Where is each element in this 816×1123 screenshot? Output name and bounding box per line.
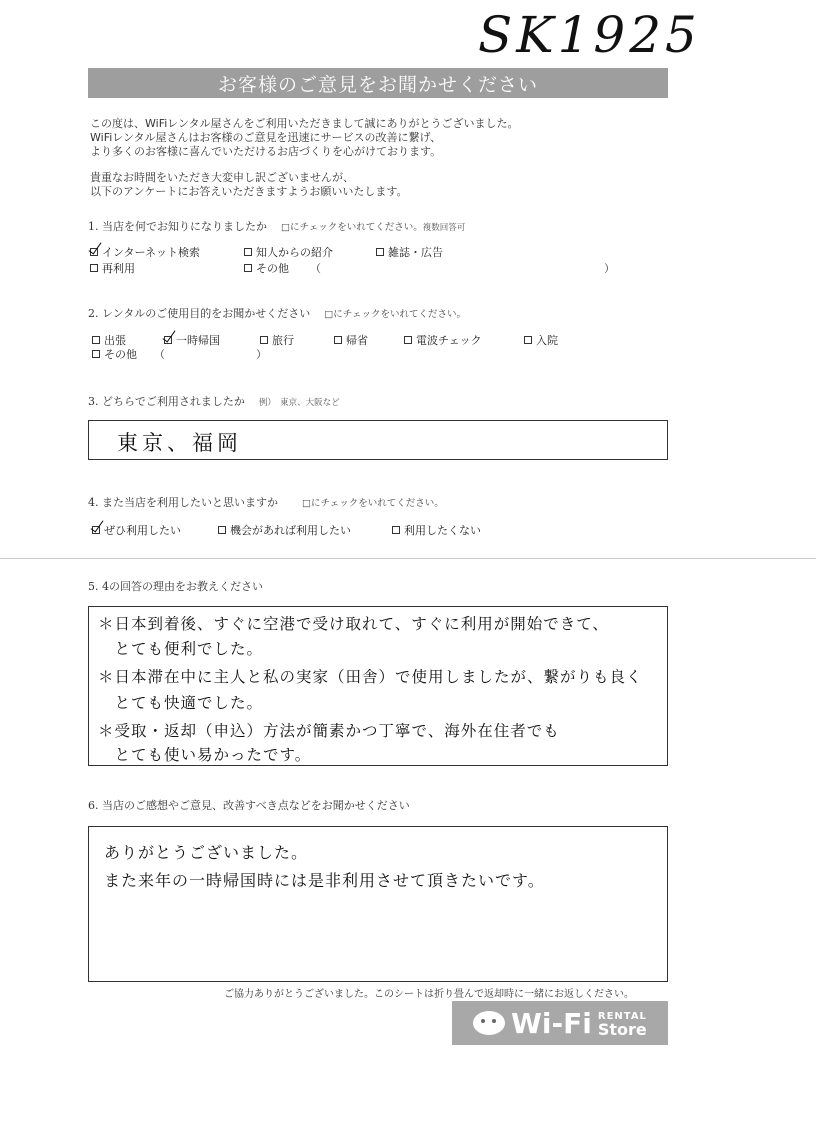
intro-line-4: 貴重なお時間をいただき大変申し訳ございませんが、: [90, 171, 354, 184]
logo-sub: [597, 1010, 647, 1039]
checkbox-checked[interactable]: [90, 248, 98, 256]
q4-option-no[interactable]: [392, 522, 481, 538]
q2-other-paren-close: ）: [256, 348, 267, 361]
q2-option-temporary-return[interactable]: [164, 332, 220, 348]
mascot-icon: [473, 1011, 505, 1035]
q2-option-label: 出張: [104, 334, 126, 347]
q2-heading-text: 2. レンタルのご使用目的をお聞かせください: [88, 307, 311, 320]
checkbox[interactable]: [260, 336, 268, 344]
wifi-store-logo: [452, 1001, 668, 1045]
checkbox[interactable]: [92, 336, 100, 344]
checkbox[interactable]: [392, 526, 400, 534]
checkbox[interactable]: [218, 526, 226, 534]
q4-option-label: 利用したくない: [404, 524, 481, 537]
checkbox[interactable]: [244, 264, 252, 272]
q2-option-label: 電波チェック: [416, 334, 482, 347]
intro-line-3: より多くのお客様に喜んでいただけるお店づくりを心がけております。: [90, 145, 442, 158]
logo-rental-text: RENTAL: [597, 1011, 647, 1022]
q1-option-reuse[interactable]: [90, 260, 135, 276]
q5-heading: 5. 4の回答の理由をお教えください: [88, 580, 263, 593]
q2-note: □にチェックをいれてください。: [324, 309, 466, 320]
q2-option-label: その他: [104, 348, 137, 361]
q4-option-label: ぜひ利用したい: [104, 524, 181, 537]
q4-note: □にチェックをいれてください。: [302, 498, 444, 509]
q1-note-multiple: 複数回答可: [422, 223, 466, 233]
q5-answer-line-1: ＊日本到着後、すぐに空港で受け取れて、すぐに利用が開始できて、: [98, 615, 609, 633]
q3-heading-text: 3. どちらでご利用されましたか: [88, 395, 245, 408]
q2-option-signal-check[interactable]: [404, 332, 482, 348]
q2-option-label: 帰省: [346, 334, 368, 347]
q4-heading-text: 4. また当店を利用したいと思いますか: [88, 496, 278, 509]
q1-heading: [88, 218, 465, 234]
intro-line-1: この度は、WiFiレンタル屋さんをご利用いただきまして誠にありがとうございました。: [90, 117, 519, 130]
q1-option-label: 知人からの紹介: [256, 246, 333, 259]
q3-answer-text: 東京、福岡: [117, 431, 242, 455]
q1-other-paren-open: （: [310, 262, 321, 275]
q5-answer-line-3: ＊日本滞在中に主人と私の実家（田舎）で使用しましたが、繋がりも良く: [98, 668, 643, 686]
q4-option-definitely[interactable]: [92, 522, 181, 538]
q2-option-hospital[interactable]: [524, 332, 558, 348]
q1-option-label: その他: [256, 262, 289, 275]
q2-option-homecoming[interactable]: [334, 332, 368, 348]
q5-answer-line-5: ＊受取・返却（申込）方法が簡素かつ丁寧で、海外在住者でも: [98, 722, 560, 740]
checkbox[interactable]: [334, 336, 342, 344]
checkbox[interactable]: [90, 264, 98, 272]
q4-option-if-chance[interactable]: [218, 522, 351, 538]
q5-answer-line-4: とても快適でした。: [98, 694, 264, 712]
intro-line-2: WiFiレンタル屋さんはお客様のご意見を迅速にサービスの改善に繋げ、: [90, 131, 442, 144]
q1-option-other[interactable]: [244, 260, 289, 276]
checkbox-checked[interactable]: [92, 526, 100, 534]
q1-option-magazine[interactable]: [376, 244, 443, 260]
page-title: お客様のご意見をお聞かせください: [88, 68, 668, 98]
checkbox-checked[interactable]: [164, 336, 172, 344]
q6-answer-line-2: また来年の一時帰国時には是非利用させて頂きたいです。: [104, 871, 545, 890]
q6-answer-line-1: ありがとうございました。: [104, 843, 309, 862]
checkbox[interactable]: [404, 336, 412, 344]
q5-answer-line-2: とても便利でした。: [98, 640, 264, 658]
q1-option-internet[interactable]: [90, 244, 200, 260]
logo-store-text: Store: [597, 1020, 647, 1039]
checkbox[interactable]: [376, 248, 384, 256]
q1-option-label: インターネット検索: [102, 246, 201, 259]
q3-heading: [88, 393, 340, 409]
q3-example: 例） 東京、大阪など: [258, 398, 340, 408]
q1-heading-text: 1. 当店を何でお知りになりましたか: [88, 220, 267, 233]
q1-option-label: 再利用: [102, 262, 135, 275]
q1-note: □にチェックをいれてください。: [281, 222, 423, 233]
checkbox[interactable]: [244, 248, 252, 256]
q6-heading: 6. 当店のご感想やご意見、改善すべき点などをお聞かせください: [88, 799, 410, 812]
section-divider: [0, 558, 816, 559]
q4-option-label: 機会があれば利用したい: [230, 524, 351, 537]
q2-other-paren-open: （: [154, 348, 165, 361]
q2-heading: [88, 305, 466, 321]
intro-line-5: 以下のアンケートにお答えいただきますようお願いいたします。: [90, 185, 408, 198]
q2-option-other[interactable]: [92, 346, 137, 362]
handwritten-document-code: SK1925: [478, 6, 701, 64]
closing-note: ご協力ありがとうございました。このシートは折り畳んで返却時に一緒にお返しください。: [224, 989, 634, 1000]
q1-other-paren-close: ）: [604, 262, 615, 275]
q2-option-label: 一時帰国: [176, 334, 220, 347]
q4-heading: [88, 494, 444, 510]
q2-option-label: 入院: [536, 334, 558, 347]
checkbox[interactable]: [524, 336, 532, 344]
checkbox[interactable]: [92, 350, 100, 358]
q2-option-label: 旅行: [272, 334, 294, 347]
q1-option-label: 雑誌・広告: [388, 246, 443, 259]
q3-answer-box[interactable]: [88, 420, 668, 460]
q1-option-referral[interactable]: [244, 244, 333, 260]
q5-answer-line-6: とても使い易かったです。: [98, 746, 312, 764]
logo-main-text: Wi-Fi: [511, 1006, 592, 1040]
